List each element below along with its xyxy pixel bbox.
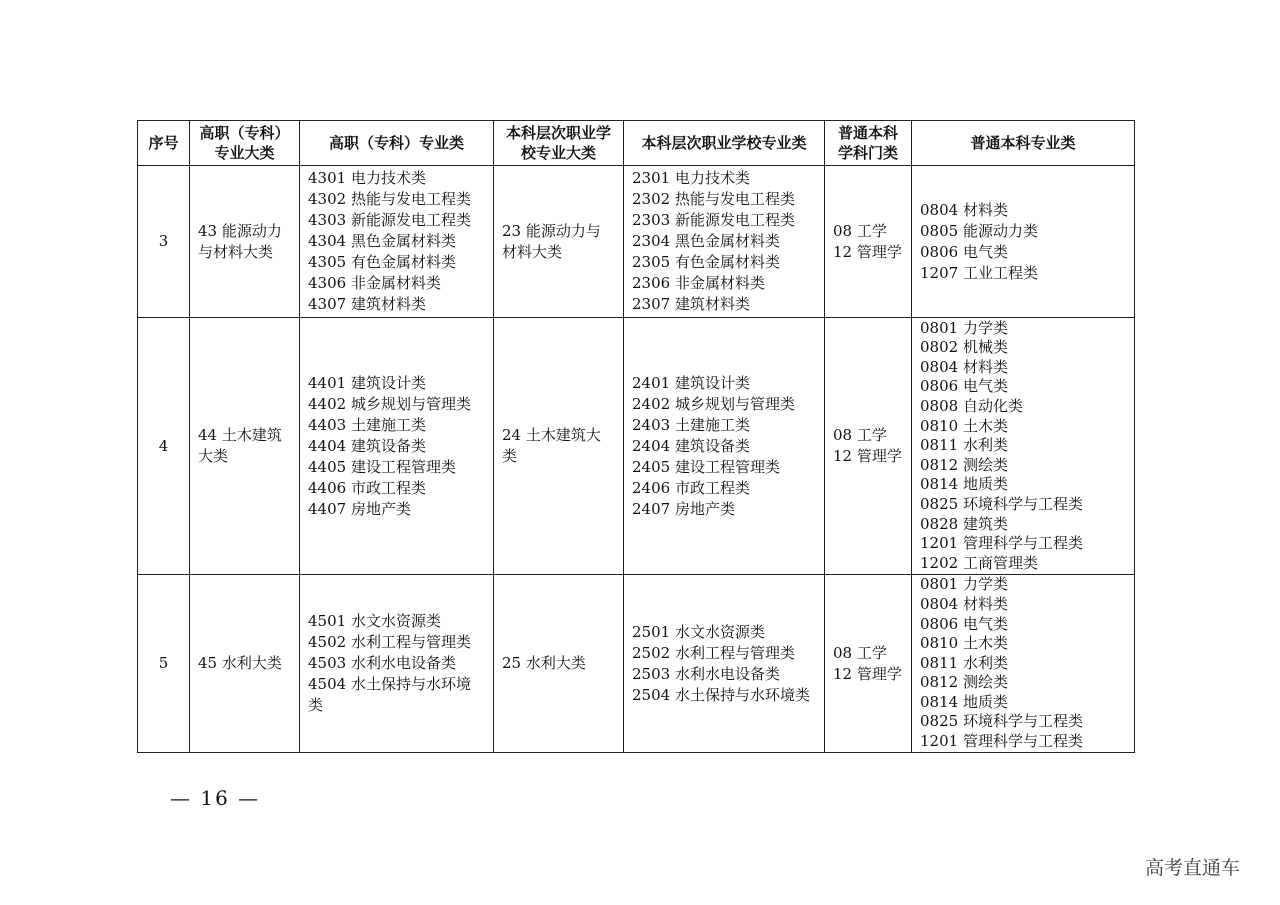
list-item: 4304 黑色金属材料类	[308, 232, 456, 250]
header-ug-voc-classes: 本科层次职业学校专业类	[624, 121, 825, 166]
list-item: 4306 非金属材料类	[308, 274, 441, 292]
cell-ug-voc-classes	[624, 575, 825, 753]
table-header-row	[138, 121, 1135, 166]
list-item: 0814 地质类	[920, 475, 1008, 494]
list-item: 2407 房地产类	[632, 499, 735, 518]
cell-ug-disciplines	[825, 575, 912, 753]
list-item: 2403 土建施工类	[632, 415, 750, 434]
list-item: 4305 有色金属材料类	[308, 253, 456, 271]
header-seq: 序号	[138, 121, 190, 166]
list-item: 0801 力学类	[920, 318, 1008, 337]
cell-hv-classes	[300, 166, 494, 318]
list-item: 1201 管理科学与工程类	[920, 732, 1083, 751]
list-item: 4502 水利工程与管理类	[308, 633, 471, 651]
list-item: 0801 力学类	[920, 575, 1008, 594]
cell-ug-classes	[912, 575, 1135, 753]
cell-ug-classes	[912, 318, 1135, 575]
majors-mapping-table	[137, 120, 1135, 753]
watermark-text: 高考直通车	[1145, 857, 1241, 879]
cell-hv-classes	[300, 575, 494, 753]
list-item: 0810 土木类	[920, 416, 1008, 435]
header-ug-classes: 普通本科专业类	[912, 121, 1135, 166]
list-item: 0825 环境科学与工程类	[920, 712, 1083, 731]
list-item: 1201 管理科学与工程类	[920, 534, 1083, 553]
list-item: 4405 建设工程管理类	[308, 457, 456, 476]
list-item: 2304 黑色金属材料类	[632, 232, 780, 250]
cell-ug-voc-category: 24 土木建筑大类	[494, 318, 624, 575]
cell-ug-voc-classes	[624, 318, 825, 575]
cell-hv-category: 45 水利大类	[190, 575, 300, 753]
list-item: 0802 机械类	[920, 338, 1008, 357]
table-row	[138, 166, 1135, 318]
cell-ug-voc-category: 25 水利大类	[494, 575, 624, 753]
list-item: 2504 水土保持与水环境类	[632, 685, 810, 704]
cell-ug-voc-classes	[624, 166, 825, 318]
list-item: 4301 电力技术类	[308, 169, 426, 187]
list-item: 2503 水利水电设备类	[632, 664, 780, 683]
cell-ug-voc-category: 23 能源动力与材料大类	[494, 166, 624, 318]
header-hv-classes: 高职（专科）专业类	[300, 121, 494, 166]
list-item: 4503 水利水电设备类	[308, 654, 456, 672]
list-item: 2307 建筑材料类	[632, 295, 750, 313]
list-item: 1202 工商管理类	[920, 553, 1038, 572]
table-row	[138, 318, 1135, 575]
list-item: 0804 材料类	[920, 357, 1008, 376]
list-item: 08 工学	[833, 426, 887, 444]
cell-hv-classes	[300, 318, 494, 575]
cell-ug-disciplines	[825, 166, 912, 318]
header-ug-voc-category: 本科层次职业学校专业大类	[494, 121, 624, 166]
list-item: 4403 土建施工类	[308, 415, 426, 434]
list-item: 0825 环境科学与工程类	[920, 494, 1083, 513]
list-item: 2305 有色金属材料类	[632, 253, 780, 271]
list-item: 2406 市政工程类	[632, 478, 750, 497]
cell-seq: 5	[138, 575, 190, 753]
list-item: 2404 建筑设备类	[632, 436, 750, 455]
list-item: 12 管理学	[833, 664, 902, 683]
list-item: 2301 电力技术类	[632, 169, 750, 187]
list-item: 12 管理学	[833, 242, 902, 261]
cell-hv-category: 43 能源动力与材料大类	[190, 166, 300, 318]
list-item: 2303 新能源发电工程类	[632, 211, 795, 229]
list-item: 08 工学	[833, 221, 887, 240]
list-item: 4401 建筑设计类	[308, 373, 426, 392]
cell-hv-category: 44 土木建筑大类	[190, 318, 300, 575]
list-item: 0804 材料类	[920, 594, 1008, 613]
list-item: 4404 建筑设备类	[308, 436, 426, 455]
list-item: 0806 电气类	[920, 377, 1008, 396]
list-item: 08 工学	[833, 643, 887, 662]
list-item: 0806 电气类	[920, 242, 1008, 261]
header-hv-category: 高职（专科）专业大类	[190, 121, 300, 166]
list-item: 4402 城乡规划与管理类	[308, 394, 471, 413]
list-item: 0812 测绘类	[920, 455, 1008, 474]
table-row	[138, 575, 1135, 753]
list-item: 0811 水利类	[920, 653, 1008, 672]
list-item: 4307 建筑材料类	[308, 295, 426, 313]
list-item: 2302 热能与发电工程类	[632, 190, 795, 208]
list-item: 2306 非金属材料类	[632, 274, 765, 292]
page-number: — 16 —	[170, 786, 261, 810]
list-item: 4504 水土保持与水环境类	[308, 675, 471, 714]
list-item: 1207 工业工程类	[920, 263, 1038, 282]
list-item: 0812 测绘类	[920, 673, 1008, 692]
cell-ug-disciplines	[825, 318, 912, 575]
list-item: 4407 房地产类	[308, 499, 411, 518]
list-item: 2405 建设工程管理类	[632, 457, 780, 476]
list-item: 0810 土木类	[920, 634, 1008, 653]
list-item: 0806 电气类	[920, 614, 1008, 633]
list-item: 4303 新能源发电工程类	[308, 211, 471, 229]
list-item: 4406 市政工程类	[308, 478, 426, 497]
list-item: 2401 建筑设计类	[632, 373, 750, 392]
list-item: 12 管理学	[833, 447, 902, 465]
cell-seq: 4	[138, 318, 190, 575]
list-item: 0811 水利类	[920, 436, 1008, 455]
list-item: 2502 水利工程与管理类	[632, 643, 795, 662]
list-item: 0805 能源动力类	[920, 221, 1038, 240]
cell-ug-classes	[912, 166, 1135, 318]
list-item: 0828 建筑类	[920, 514, 1008, 533]
cell-seq: 3	[138, 166, 190, 318]
list-item: 0808 自动化类	[920, 397, 1023, 416]
header-ug-disciplines: 普通本科学科门类	[825, 121, 912, 166]
list-item: 0804 材料类	[920, 200, 1008, 219]
list-item: 0814 地质类	[920, 692, 1008, 711]
list-item: 4501 水文水资源类	[308, 612, 441, 630]
list-item: 4302 热能与发电工程类	[308, 190, 471, 208]
list-item: 2501 水文水资源类	[632, 622, 765, 641]
list-item: 2402 城乡规划与管理类	[632, 394, 795, 413]
